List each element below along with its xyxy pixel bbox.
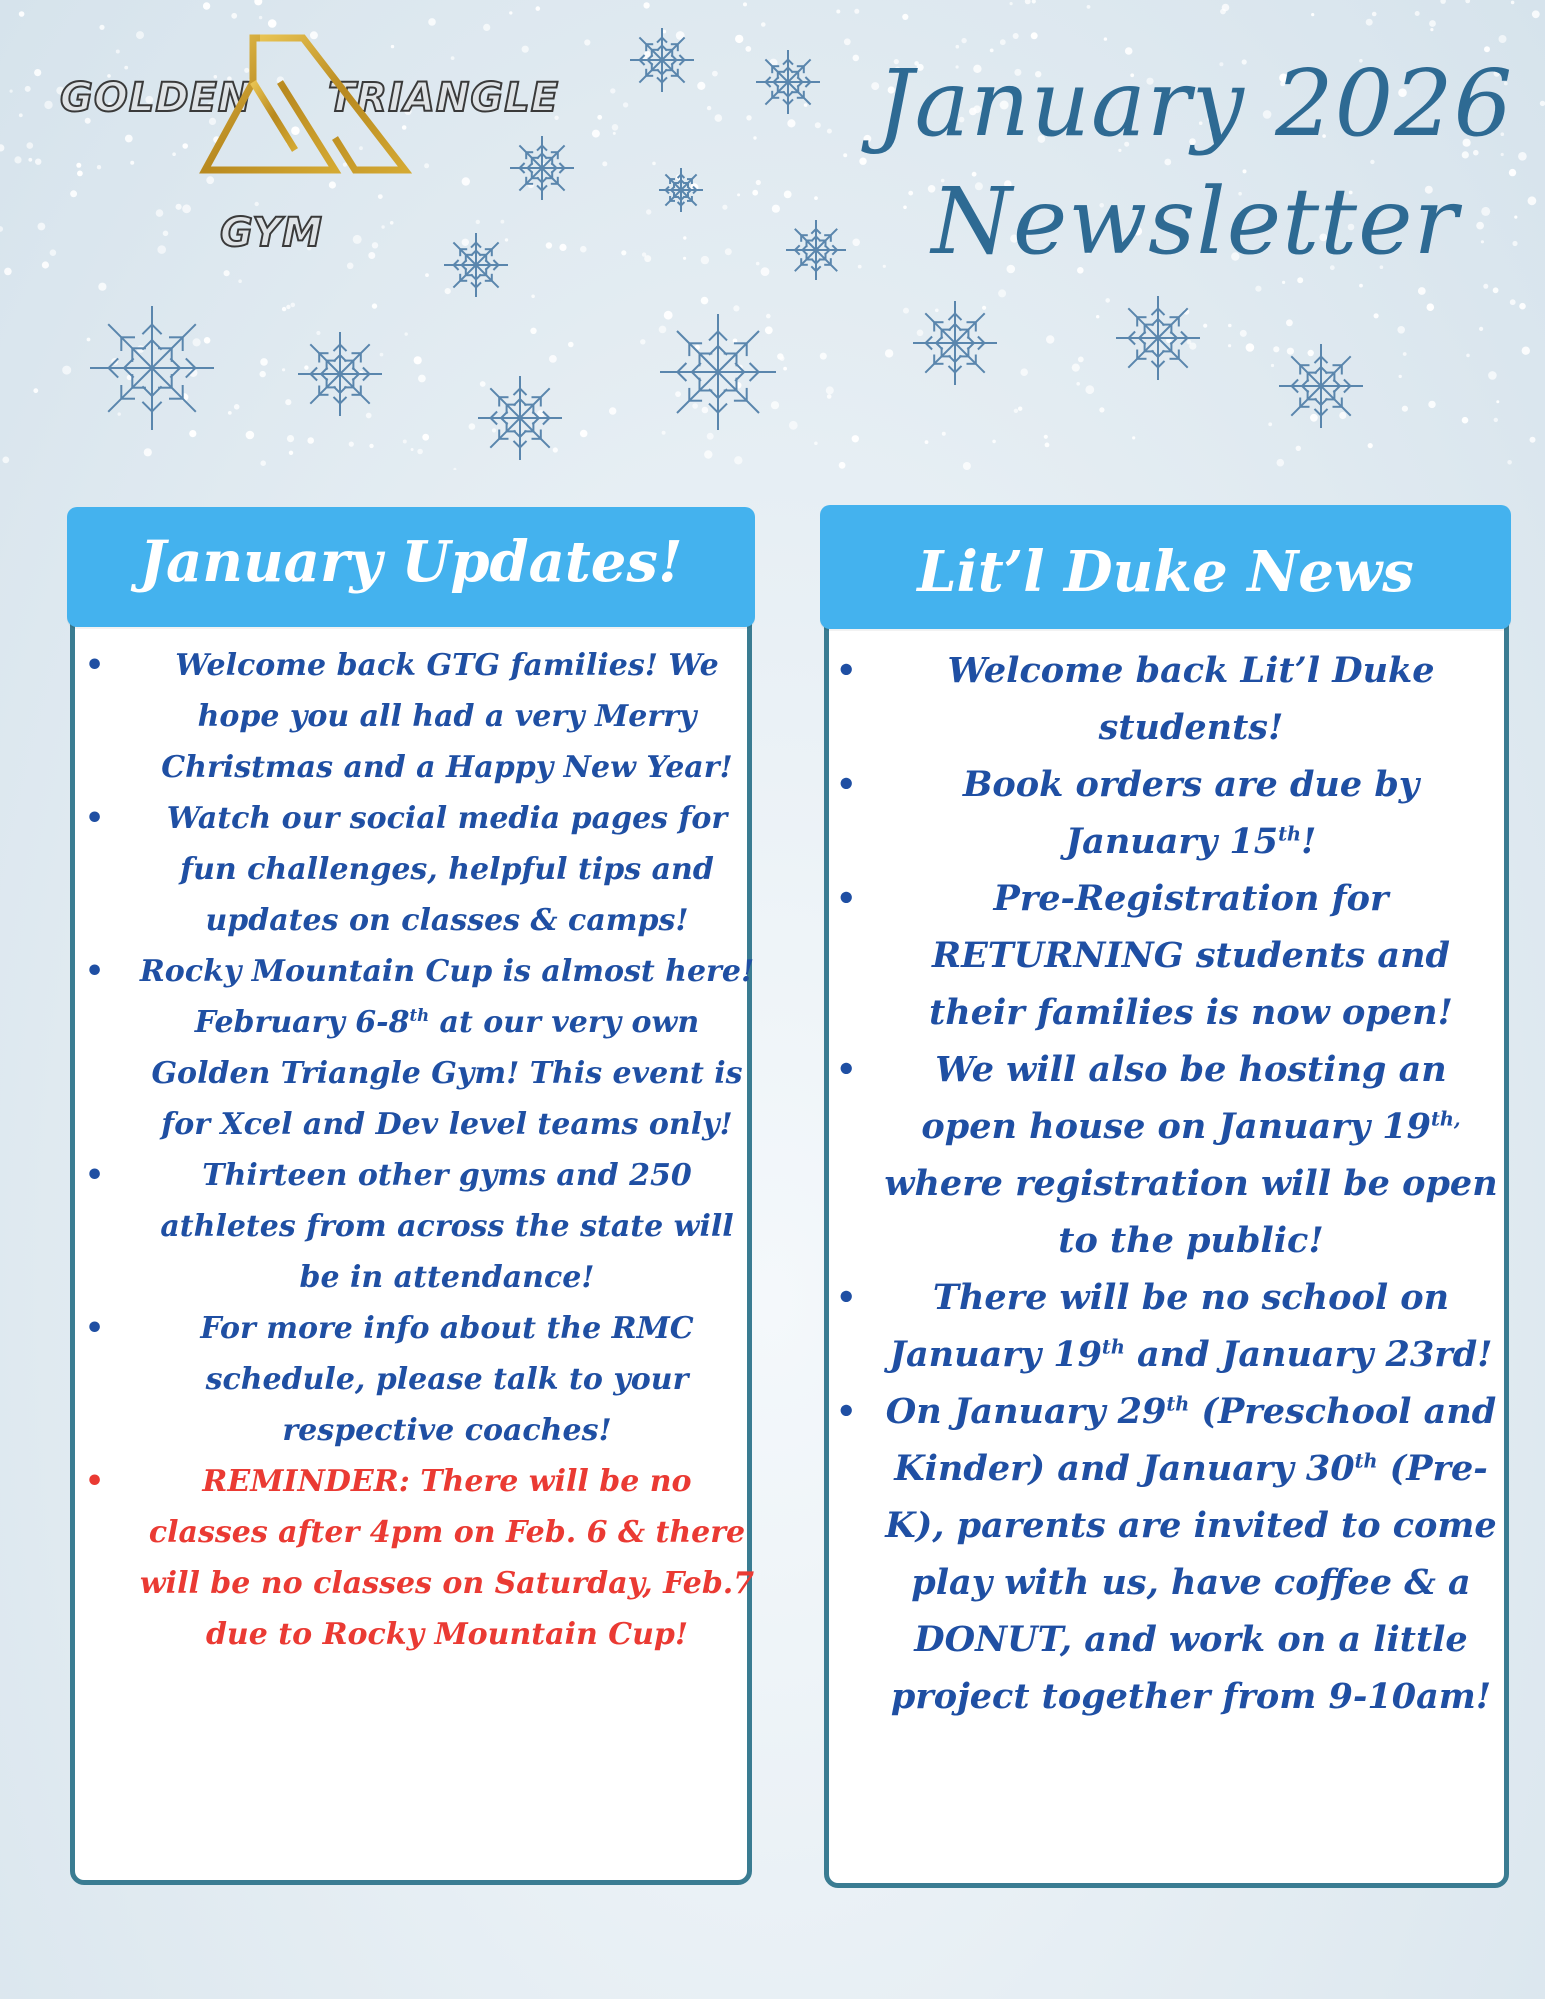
january-updates-list <box>85 640 755 1660</box>
list-item <box>85 946 755 1150</box>
bullet-icon: • <box>836 765 857 803</box>
item-after: where registration will be open to the public! <box>884 1163 1498 1261</box>
item-sup: th, <box>1430 1107 1461 1131</box>
item-sup: th <box>1166 1392 1190 1416</box>
item-after: at our very own Golden Triangle Gym! This event is for Xcel and Dev level teams only! <box>151 1005 743 1142</box>
item-before: Book orders are due by January 15 <box>962 764 1420 862</box>
item-sup: th <box>1278 822 1301 846</box>
bullet-icon: • <box>85 801 105 836</box>
snowflake-icon <box>298 332 382 416</box>
list-item <box>836 642 1498 756</box>
item-sup2: th <box>1354 1449 1378 1473</box>
snowflake-icon <box>90 306 214 430</box>
snowflake-icon <box>510 136 574 200</box>
gym-logo <box>60 30 560 270</box>
item-text: Welcome back Lit’l Duke students! <box>947 650 1435 748</box>
list-item <box>85 793 755 946</box>
snowflake-icon <box>630 28 694 92</box>
item-mid: (Preschool and Kinder) and January 30 <box>894 1391 1497 1489</box>
litl-duke-news-heading: Lit’l Duke News <box>820 505 1511 629</box>
item-text: Pre-Registration for RETURNING students and their families is now open! <box>929 878 1453 1033</box>
list-item <box>85 1456 755 1660</box>
item-text: Thirteen other gyms and 250 athletes from across the state will be in attendance! <box>160 1158 734 1295</box>
list-item <box>836 756 1498 870</box>
list-item <box>836 870 1498 1041</box>
item-after: (Pre-K), parents are invited to come play with us, have coffee & a DONUT, and work on a little project together from 9-10am! <box>885 1448 1497 1717</box>
item-after: and January 23rd! <box>1124 1334 1493 1375</box>
logo-word-gym: GYM <box>220 210 323 256</box>
snowflake-icon <box>660 314 776 430</box>
item-text: REMINDER: There will be no classes after 4pm on Feb. 6 & there will be no classes on Saturday, Feb.7 due to Rocky Mountain Cup! <box>139 1464 755 1652</box>
bullet-icon: • <box>836 651 857 689</box>
snowflake-icon <box>478 376 562 460</box>
litl-duke-news-list <box>836 642 1498 1725</box>
list-item <box>85 640 755 793</box>
list-item <box>836 1041 1498 1269</box>
list-item <box>836 1269 1498 1383</box>
bullet-icon: • <box>85 648 105 683</box>
title-line-newsletter: Newsletter <box>931 168 1459 275</box>
snowflake-icon <box>659 168 703 212</box>
item-after: ! <box>1301 821 1317 862</box>
item-text: Welcome back GTG families! We hope you all had a very Merry Christmas and a Happy New Year! <box>161 648 733 785</box>
logo-word-triangle: TRIANGLE <box>328 75 560 121</box>
item-before: There will be no school on January 19 <box>889 1277 1450 1375</box>
item-text: Watch our social media pages for fun challenges, helpful tips and updates on classes & camps! <box>166 801 728 938</box>
item-sup: th <box>1101 1335 1125 1359</box>
logo-word-golden: GOLDEN <box>60 75 253 121</box>
item-text: For more info about the RMC schedule, please talk to your respective coaches! <box>200 1311 694 1448</box>
bullet-icon: • <box>85 1464 105 1499</box>
title-line-month: January 2026 <box>876 50 1514 157</box>
bullet-icon: • <box>85 954 105 989</box>
triangle-logo-icon <box>185 30 415 180</box>
snowflake-icon <box>1116 296 1200 380</box>
item-before: On January 29 <box>885 1391 1167 1432</box>
bullet-icon: • <box>836 879 857 917</box>
snowflake-icon <box>1279 344 1363 428</box>
bullet-icon: • <box>85 1158 105 1193</box>
snowflake-icon <box>756 50 820 114</box>
january-updates-heading: January Updates! <box>67 507 755 627</box>
bullet-icon: • <box>836 1050 857 1088</box>
item-before: We will also be hosting an open house on January 19 <box>921 1049 1447 1147</box>
snowflake-icon <box>786 220 846 280</box>
list-item <box>85 1150 755 1303</box>
list-item <box>85 1303 755 1456</box>
bullet-icon: • <box>85 1311 105 1346</box>
list-item <box>836 1383 1498 1725</box>
snowflake-icon <box>913 301 997 385</box>
newsletter-title <box>850 45 1540 281</box>
item-sup: th <box>409 1006 430 1025</box>
bullet-icon: • <box>836 1392 857 1430</box>
bullet-icon: • <box>836 1278 857 1316</box>
item-before: Rocky Mountain Cup is almost here! February 6-8 <box>139 954 755 1040</box>
